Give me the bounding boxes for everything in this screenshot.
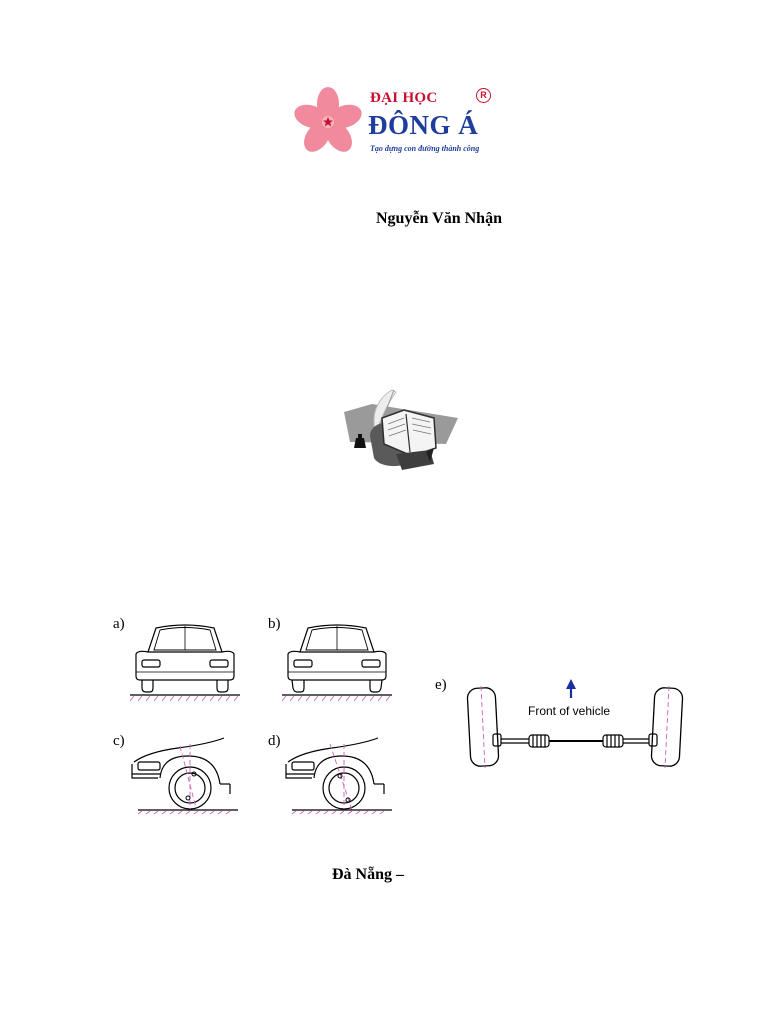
logo-text-line1: ĐẠI HỌC <box>370 90 438 106</box>
university-logo <box>290 84 510 160</box>
car-front-view-camber-a <box>130 616 240 706</box>
front-arrow-icon <box>566 679 576 698</box>
footer-city: Đà Nẵng – <box>332 866 405 883</box>
figure-label-e: e) <box>435 677 447 693</box>
cherry-blossom-icon <box>290 86 366 158</box>
figure-label-a: a) <box>113 616 125 632</box>
figure-label-b: b) <box>268 616 281 632</box>
registered-mark: R <box>476 88 491 103</box>
axle-top-view-toe-e <box>463 682 691 772</box>
author-name: Nguyễn Văn Nhận <box>376 210 502 227</box>
front-of-vehicle-label: Front of vehicle <box>528 704 611 718</box>
car-side-view-caster-d <box>282 734 392 814</box>
logo-slogan: Tạo dựng con đường thành công <box>370 144 480 153</box>
car-side-view-caster-c <box>128 734 238 814</box>
car-front-view-camber-b <box>282 616 392 706</box>
figure-label-d: d) <box>268 733 281 749</box>
logo-text-line2: ĐÔNG Á <box>368 110 479 140</box>
book-quill-clipart <box>330 384 460 476</box>
figure-label-c: c) <box>113 733 125 749</box>
